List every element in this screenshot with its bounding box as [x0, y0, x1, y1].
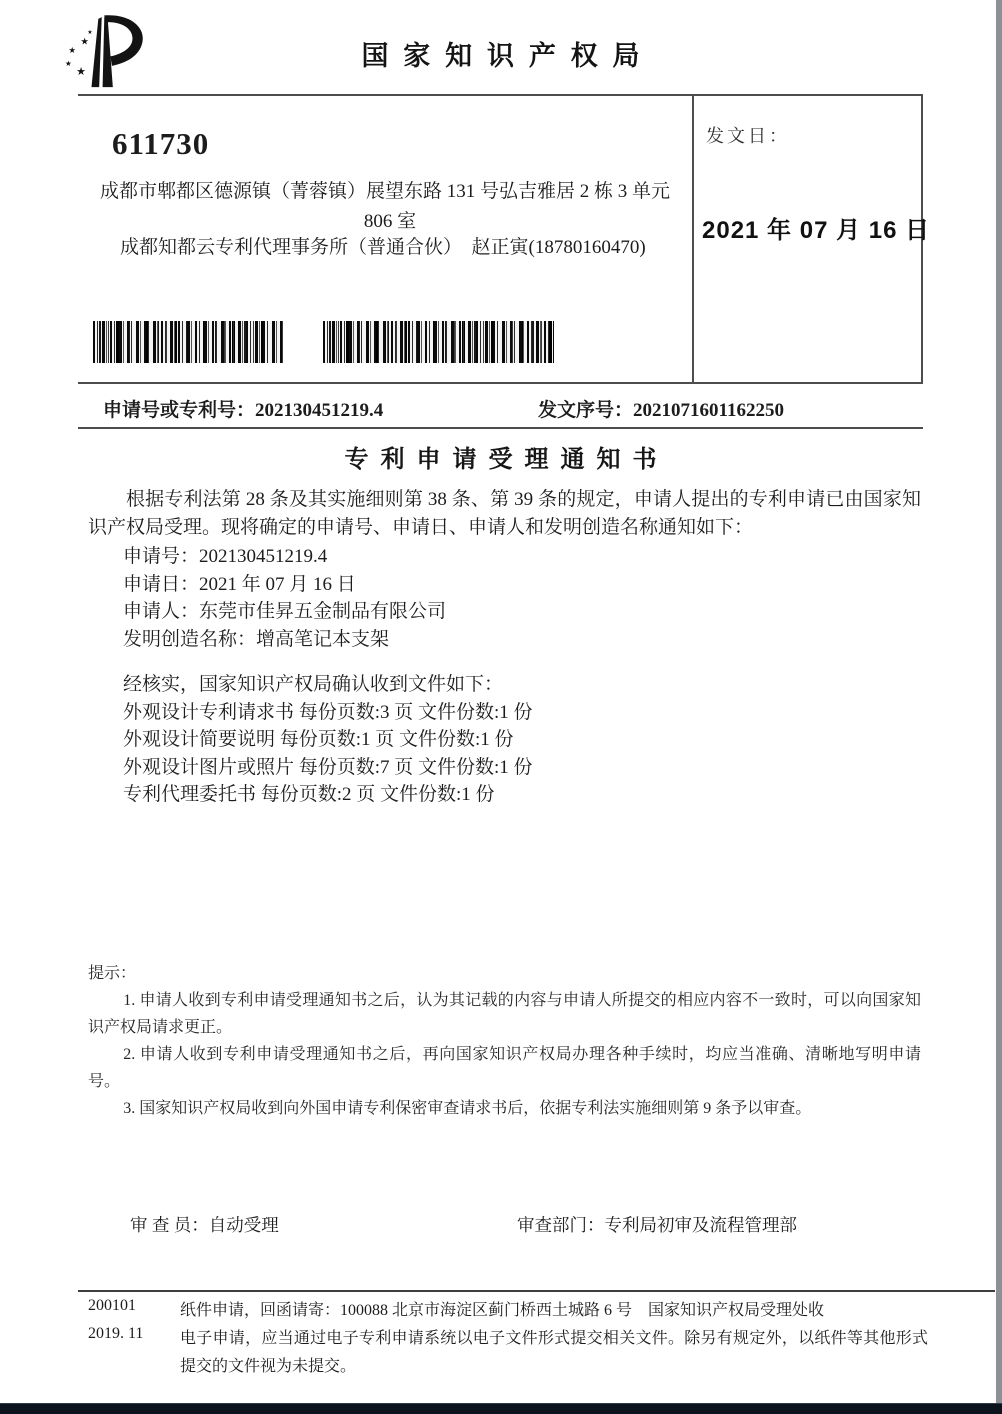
received-doc-item: 专利代理委托书 每份页数:2 页 文件份数:1 份 [123, 784, 495, 805]
field-application-number [123, 543, 446, 571]
notice-title: 专利申请受理通知书 [344, 446, 669, 473]
recipient-agent-line: 成都知都云专利代理事务所（普通合伙） 赵正寅(18780160470) [120, 237, 646, 258]
field-label: 发明创造名称： [123, 628, 257, 650]
dispatch-date-label: 发文日： [706, 126, 790, 146]
tips-item: 3. 国家知识产权局收到向外国申请专利保密审查请求书后，依据专利法实施细则第 9 条予以审查。 [123, 1100, 812, 1117]
barcode-left-image [93, 321, 283, 363]
application-number-value: 202130451219.4 [255, 400, 384, 421]
field-label: 申请日： [123, 573, 200, 595]
field-applicant [123, 598, 446, 626]
field-value: 2021 年 07 月 16 日 [199, 573, 356, 595]
field-label: 申请人： [123, 601, 200, 622]
footer-paper-filing-line: 纸件申请，回函请寄：100088 北京市海淀区蓟门桥西土城路 6 号 国家知识产权局受理处收 [180, 1302, 825, 1319]
determined-fields-block [123, 543, 446, 653]
dispatch-date-value: 2021 年 07 月 16 日 [702, 217, 931, 244]
tips-item: 1. 申请人收到专利申请受理通知书之后，认为其记载的内容与申请人所提交的相应内容不一致时，可以向国家知识产权局请求更正。 [88, 992, 921, 1036]
field-value: 增高笔记本支架 [256, 628, 390, 650]
svg-text:★: ★ [87, 30, 93, 37]
received-intro: 经核实，国家知识产权局确认收到文件如下： [123, 674, 504, 695]
title-top-rule [78, 427, 923, 429]
department-label: 审查部门： [517, 1215, 605, 1235]
application-number-label: 申请号或专利号： [103, 400, 256, 421]
field-value: 202130451219.4 [199, 546, 328, 567]
svg-text:★: ★ [80, 37, 89, 48]
box-bottom-rule [78, 382, 923, 384]
received-doc-item: 外观设计简要说明 每份页数:1 页 文件份数:1 份 [123, 729, 514, 750]
dispatch-serial-label: 发文序号： [538, 400, 634, 421]
dispatch-serial-row [538, 395, 784, 422]
svg-text:★: ★ [65, 58, 72, 68]
department-value: 专利局初审及流程管理部 [604, 1215, 797, 1235]
received-documents-block [123, 671, 533, 809]
recipient-address-line2: 806 室 [363, 211, 417, 232]
received-doc-item: 外观设计专利请求书 每份页数:3 页 文件份数:1 份 [123, 701, 533, 723]
scan-edge-bottom [0, 1403, 1002, 1414]
form-code: 200101 [88, 1297, 136, 1314]
scan-edge-right [996, 0, 1002, 1414]
field-invention-title [123, 626, 446, 654]
footer-efiling-line: 电子申请，应当通过电子专利申请系统以电子文件形式提交相关文件。除另有规定外，以纸件等其他形式提交的文件视为未提交。 [180, 1330, 928, 1375]
form-revision-date: 2019. 11 [88, 1325, 144, 1342]
received-doc-item: 外观设计图片或照片 每份页数:7 页 文件份数:1 份 [123, 756, 533, 778]
tips-label: 提示： [88, 965, 137, 982]
recipient-postcode: 611730 [112, 126, 210, 161]
field-value: 东莞市佳昇五金制品有限公司 [199, 601, 447, 622]
department-row [517, 1212, 797, 1237]
footer-instructions [180, 1297, 928, 1381]
application-number-row [103, 395, 383, 422]
svg-text:★: ★ [76, 66, 87, 79]
notice-intro-paragraph: 根据专利法第 28 条及其实施细则第 38 条、第 39 条的规定，申请人提出的专利申请已由国家知识产权局受理。现将确定的申请号、申请日、申请人和发明创造名称通知如下： [88, 489, 921, 538]
svg-text:★: ★ [68, 44, 77, 55]
field-label: 申请号： [123, 546, 200, 567]
footer-rule [78, 1290, 995, 1292]
tips-item: 2. 申请人收到专利申请受理通知书之后，再向国家知识产权局办理各种手续时，均应当准确、清晰地写明申请号。 [88, 1046, 921, 1090]
examiner-row [130, 1212, 279, 1237]
field-filing-date [123, 571, 446, 599]
box-top-rule [78, 94, 923, 96]
recipient-address-line1: 成都市郫都区德源镇（菁蓉镇）展望东路 131 号弘吉雅居 2 栋 3 单元 [100, 181, 671, 202]
agency-title: 国家知识产权局 [361, 41, 655, 71]
dispatch-serial-value: 2021071601162250 [633, 400, 784, 421]
examiner-label: 审 查 员： [130, 1215, 209, 1235]
examiner-value: 自动受理 [208, 1215, 279, 1235]
tips-block [88, 960, 921, 1122]
barcode-right-image [323, 321, 554, 363]
